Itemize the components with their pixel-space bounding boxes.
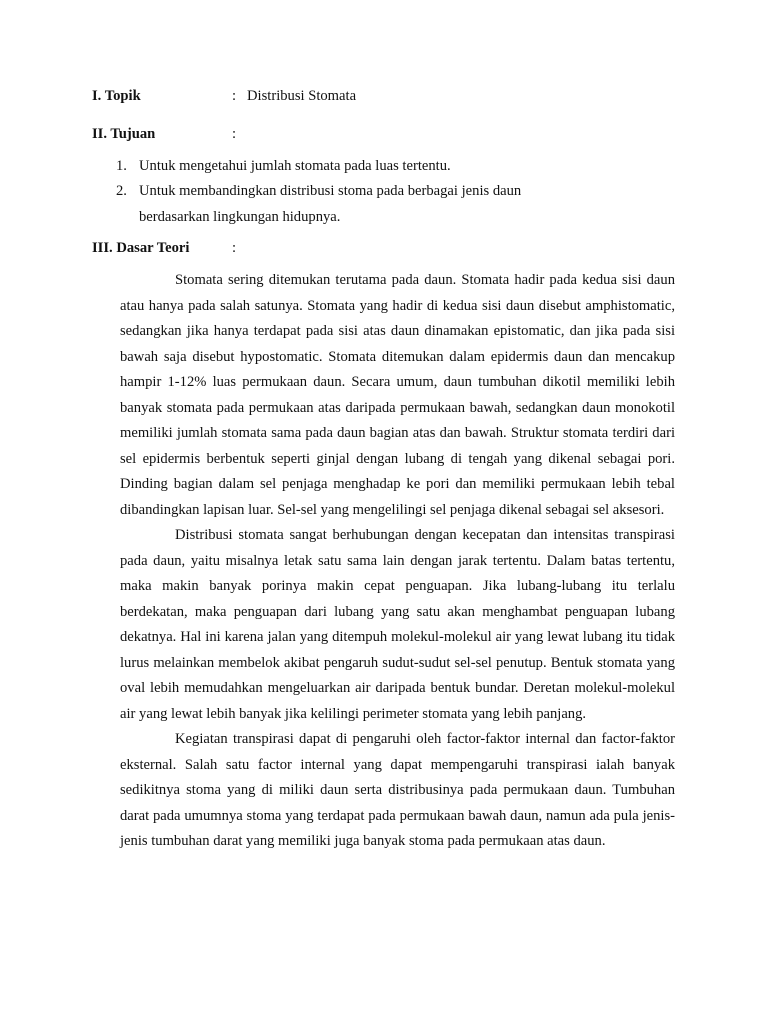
goal-2-number: 2. xyxy=(116,183,127,199)
tujuan-label: II. Tujuan xyxy=(92,126,156,142)
dasar-teori-colon: : xyxy=(232,240,237,256)
tujuan-row xyxy=(92,124,237,144)
dasar-teori-paragraph-2: Distribusi stomata sangat berhubungan dengan kecepatan dan intensitas transpirasi pada daun, yaitu misalnya letak satu sama lain dengan jarak tertentu. Dalam batas tertentu, maka makin banyak porinya makin cepat penguapan. Jika lubang-lubang itu terlalu berdekatan, maka penguapan dari lubang yang satu akan menghambat penguapan lubang dekatnya. Hal ini karena jalan yang ditempuh molekul-molekul air yang lewat lubang itu tidak lurus melainkan membelok akibat pengaruh sudut-sudut sel-sel penutup. Bentuk stomata yang oval lebih memudahkan mengeluarkan air daripada bentuk bundar. Deretan molekul-molekul air yang lewat lebih banyak jika kelilingi perimeter stomata yang lebih panjang. xyxy=(120,527,675,722)
tujuan-colon: : xyxy=(232,126,237,142)
dasar-teori-label: III. Dasar Teori xyxy=(92,240,190,256)
goal-2-continuation: berdasarkan lingkungan hidupnya. xyxy=(139,209,341,225)
dasar-teori-paragraph-1: Stomata sering ditemukan terutama pada daun. Stomata hadir pada kedua sisi daun atau hanya pada salah satunya. Stomata yang hadir di kedua sisi daun disebut amphistomatic, sedangkan jika hanya terdapat pada sisi atas daun dinamakan epistomatic, dan jika pada sisi bawah saja disebut hypostomatic. Stomata ditemukan dalam epidermis daun dan mencakup hampir 1-12% luas permukaan daun. Secara umum, daun tumbuhan dikotil memiliki lebih banyak stomata pada permukaan atas daripada permukaan bawah, sedangkan daun monokotil memiliki jumlah stomata sama pada daun bagian atas dan bawah. Struktur stomata terdiri dari sel epidermis berbentuk seperti ginjal dengan lubang di tengah yang dikenal sebagai pori. Dinding bagian dalam sel penjaga menghadap ke pori dan memiliki permukaan lebih tebal dibandingkan lapisan luar. Sel-sel yang mengelilingi sel penjaga dikenal sebagai sel aksesori. xyxy=(120,272,675,518)
dasar-teori-paragraph-3: Kegiatan transpirasi dapat di pengaruhi oleh factor-faktor internal dan factor-faktor eksternal. Salah satu factor internal yang dapat mempengaruhi transpirasi ialah banyak sedikitnya stoma yang di miliki daun serta distribusinya pada permukaan daun. Tumbuhan darat pada umumnya stoma yang terdapat pada permukaan bawah daun, namun ada pula jenis-jenis tumbuhan darat yang memiliki juga banyak stoma pada permukaan atas daun. xyxy=(120,731,675,849)
goal-item-1 xyxy=(116,152,636,180)
topik-row xyxy=(92,86,357,106)
dasar-teori-row xyxy=(92,238,237,258)
goal-2-text: Untuk membandingkan distribusi stoma pada berbagai jenis daun xyxy=(139,183,522,199)
goal-1-text: Untuk mengetahui jumlah stomata pada luas tertentu. xyxy=(139,158,451,174)
dasar-teori-body xyxy=(120,268,675,855)
goal-1-number: 1. xyxy=(116,158,127,174)
goal-item-2 xyxy=(116,177,636,205)
topik-value: Distribusi Stomata xyxy=(247,88,357,104)
topik-colon: : xyxy=(232,88,237,104)
topik-label: I. Topik xyxy=(92,88,141,104)
